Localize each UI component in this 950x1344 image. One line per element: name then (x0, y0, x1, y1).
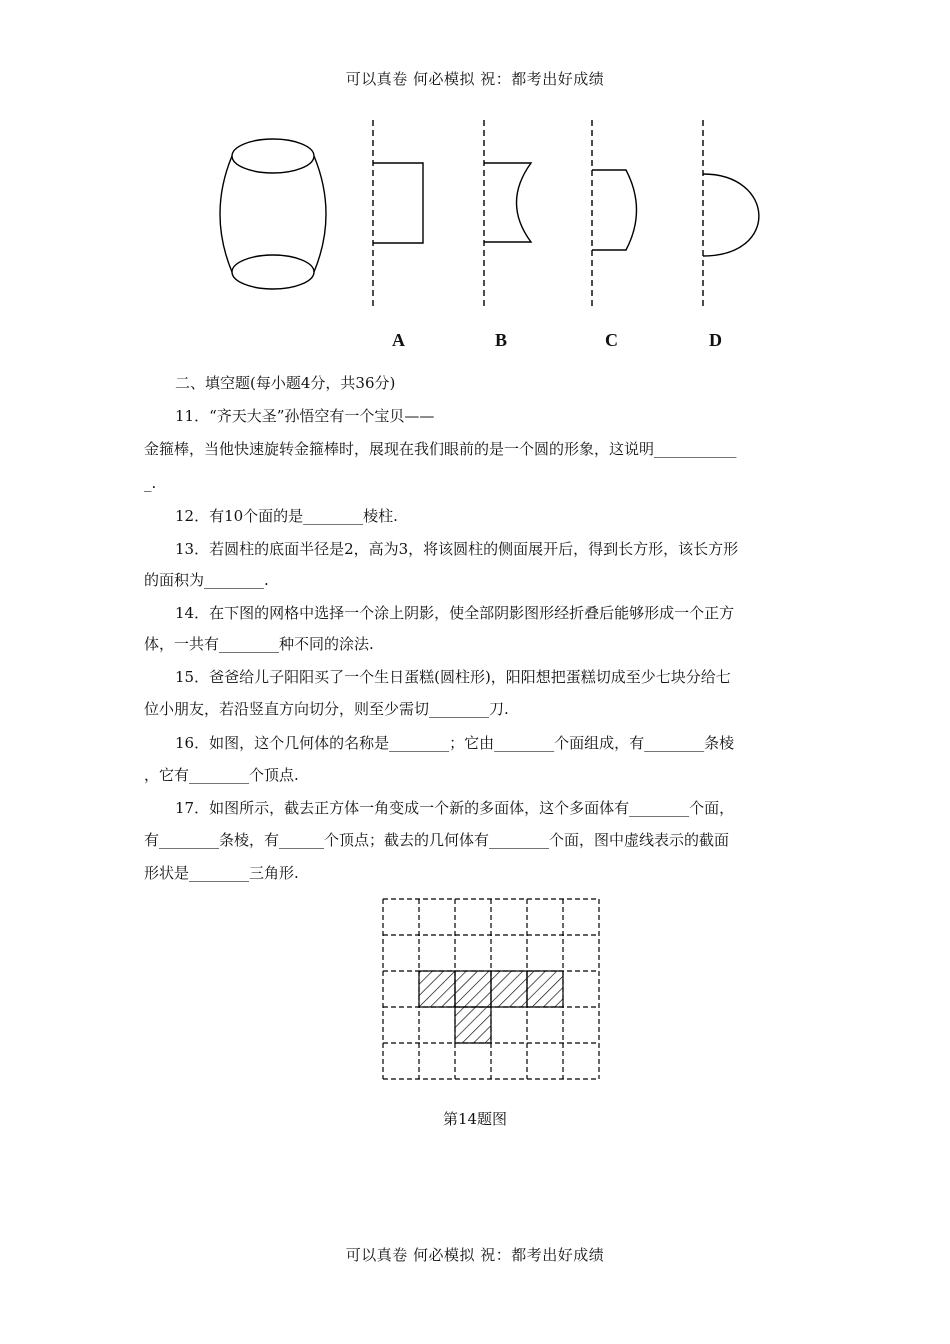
shaded-cell (455, 971, 491, 1007)
barrel-top-ellipse (232, 139, 314, 173)
rotation-figure (0, 0, 950, 330)
question-17-line-1: 17．如图所示，截去正方体一角变成一个新的多面体，这个多面体有________个面， (175, 799, 735, 817)
question-11-line-2: 金箍棒，当他快速旋转金箍棒时，展现在我们眼前的是一个圆的形象，这说明___________ (144, 440, 737, 458)
barrel-right-side (314, 156, 326, 272)
shaded-cell (455, 1007, 491, 1043)
shaded-cell (491, 971, 527, 1007)
page-footer: 可以真卷 何必模拟 祝：都考出好成绩 (345, 1246, 605, 1264)
option-label-a: A (392, 330, 405, 350)
question-14-line-2: 体，一共有________种不同的涂法. (144, 635, 374, 653)
barrel-bottom-ellipse (232, 255, 314, 289)
question-14-line-1: 14．在下图的网格中选择一个涂上阴影，使全部阴影图形经折叠后能够形成一个正方 (175, 604, 735, 622)
option-label-c: C (605, 330, 618, 350)
barrel-left-side (220, 156, 232, 272)
question-11-line-3: _. (144, 474, 157, 492)
option-label-b: B (495, 330, 508, 350)
question-16-line-2: ，它有________个顶点. (144, 766, 299, 784)
question-17-line-3: 形状是________三角形. (144, 864, 299, 882)
question-16-line-1: 16．如图，这个几何体的名称是________；它由________个面组成，有________条棱 (175, 734, 735, 752)
shaded-cell (527, 971, 563, 1007)
shape-c-convex (592, 170, 637, 250)
question-15-line-2: 位小朋友，若沿竖直方向切分，则至少需切________刀. (144, 700, 509, 718)
section-title: 二、填空题(每小题4分，共36分) (175, 374, 396, 392)
shape-b-concave (484, 163, 531, 242)
question-11-line-1: 11．“齐天大圣”孙悟空有一个宝贝—— (175, 407, 435, 425)
shape-a-rectangle (373, 163, 423, 243)
grid-caption: 第14题图 (442, 1110, 508, 1128)
question-15-line-1: 15．爸爸给儿子阳阳买了一个生日蛋糕(圆柱形)，阳阳想把蛋糕切成至少七块分给七 (175, 668, 731, 686)
page-header: 可以真卷 何必模拟 祝：都考出好成绩 (345, 70, 605, 88)
shaded-cell (419, 971, 455, 1007)
question-17-line-2: 有________条棱，有______个顶点；截去的几何体有________个面，图中虚线表示的截面 (144, 831, 730, 849)
option-label-d: D (709, 330, 722, 350)
question-13-line-2: 的面积为________. (144, 571, 269, 589)
question-12: 12．有10个面的是________棱柱. (175, 507, 398, 525)
shape-d-semicircle (703, 174, 759, 256)
question-13-line-1: 13．若圆柱的底面半径是2，高为3，将该圆柱的侧面展开后，得到长方形，该长方形 (175, 540, 739, 558)
